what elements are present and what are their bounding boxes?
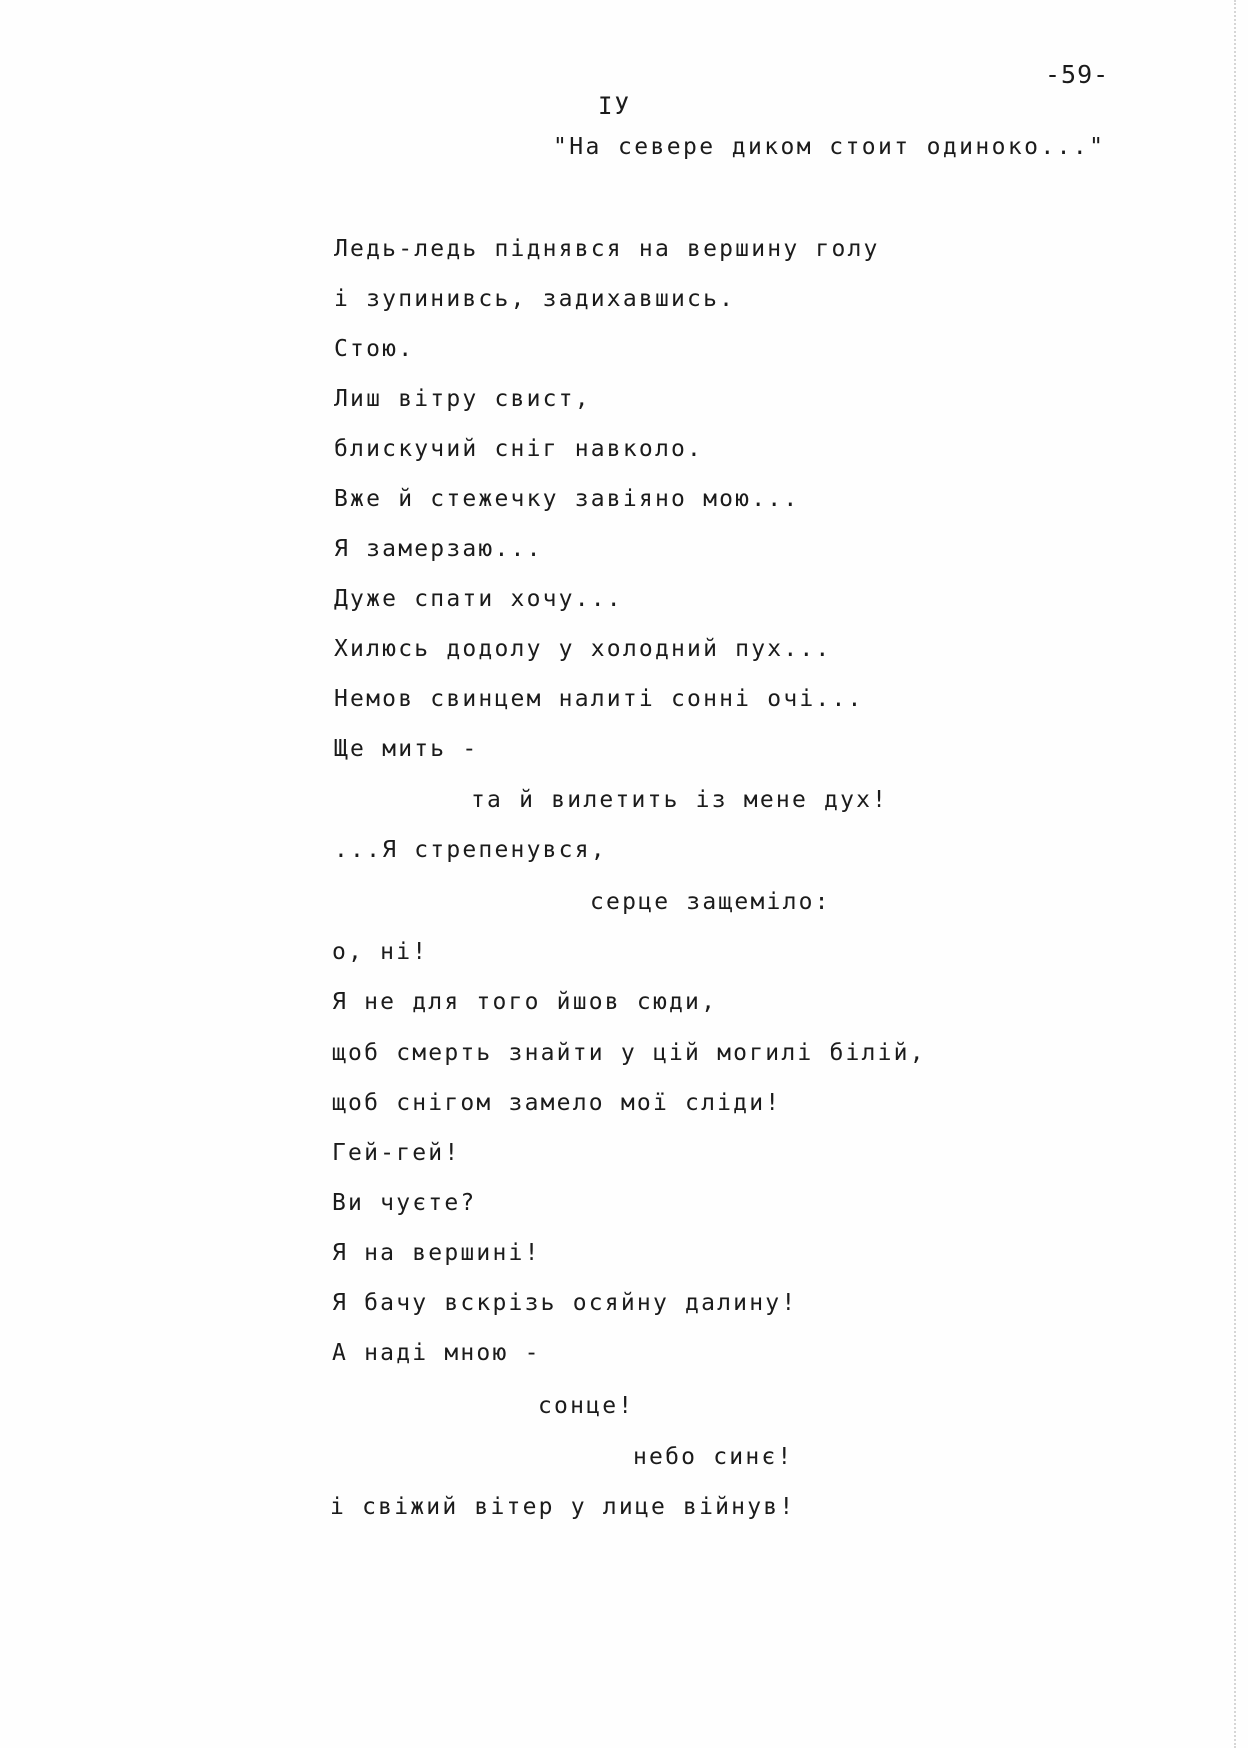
poem-line: ...Я стрепенувся, bbox=[334, 837, 607, 863]
poem-line: сонце! bbox=[538, 1393, 635, 1419]
poem-line: і свіжий вітер у лице війнув! bbox=[330, 1494, 796, 1520]
poem-line: щоб снігом замело мої сліди! bbox=[332, 1090, 782, 1116]
poem-line: Ви чуєте? bbox=[332, 1190, 477, 1216]
poem-line: небо синє! bbox=[633, 1444, 794, 1470]
poem-line: о, ні! bbox=[332, 939, 429, 965]
scan-edge bbox=[1234, 0, 1236, 1748]
poem-line: Вже й стежечку завіяно мою... bbox=[334, 486, 800, 512]
poem-line: Хилюсь додолу у холодний пух... bbox=[334, 636, 832, 662]
poem-line: Ледь-ледь піднявся на вершину голу bbox=[334, 236, 880, 262]
page-number: -59- bbox=[1045, 60, 1110, 89]
poem-line: Я замерзаю... bbox=[334, 536, 543, 562]
poem-line: Ще мить - bbox=[334, 736, 479, 762]
poem-line: Дуже спати хочу... bbox=[334, 586, 623, 612]
poem-line: та й вилетить із мене дух! bbox=[471, 787, 889, 813]
poem-line: Немов свинцем налиті сонні очі... bbox=[334, 686, 864, 712]
poem-line: Стою. bbox=[334, 336, 415, 362]
poem-line: Лиш вітру свист, bbox=[334, 386, 591, 412]
section-number: IУ bbox=[598, 92, 631, 120]
poem-line: А наді мною - bbox=[332, 1340, 541, 1366]
poem-line: Я бачу вскрізь осяйну далину! bbox=[332, 1290, 798, 1316]
poem-line: Гей-гей! bbox=[332, 1140, 461, 1166]
poem-line: Я на вершині! bbox=[332, 1240, 541, 1266]
poem-line: щоб смерть знайти у цій могилі білій, bbox=[332, 1040, 926, 1066]
poem-line: Я не для того йшов сюди, bbox=[332, 989, 718, 1015]
poem-line: серце защеміло: bbox=[590, 889, 831, 915]
epigraph: "На севере диком стоит одиноко..." bbox=[553, 134, 1106, 160]
poem-line: і зупинивсь, задихавшись. bbox=[334, 286, 736, 312]
poem-line: блискучий сніг навколо. bbox=[334, 436, 704, 462]
